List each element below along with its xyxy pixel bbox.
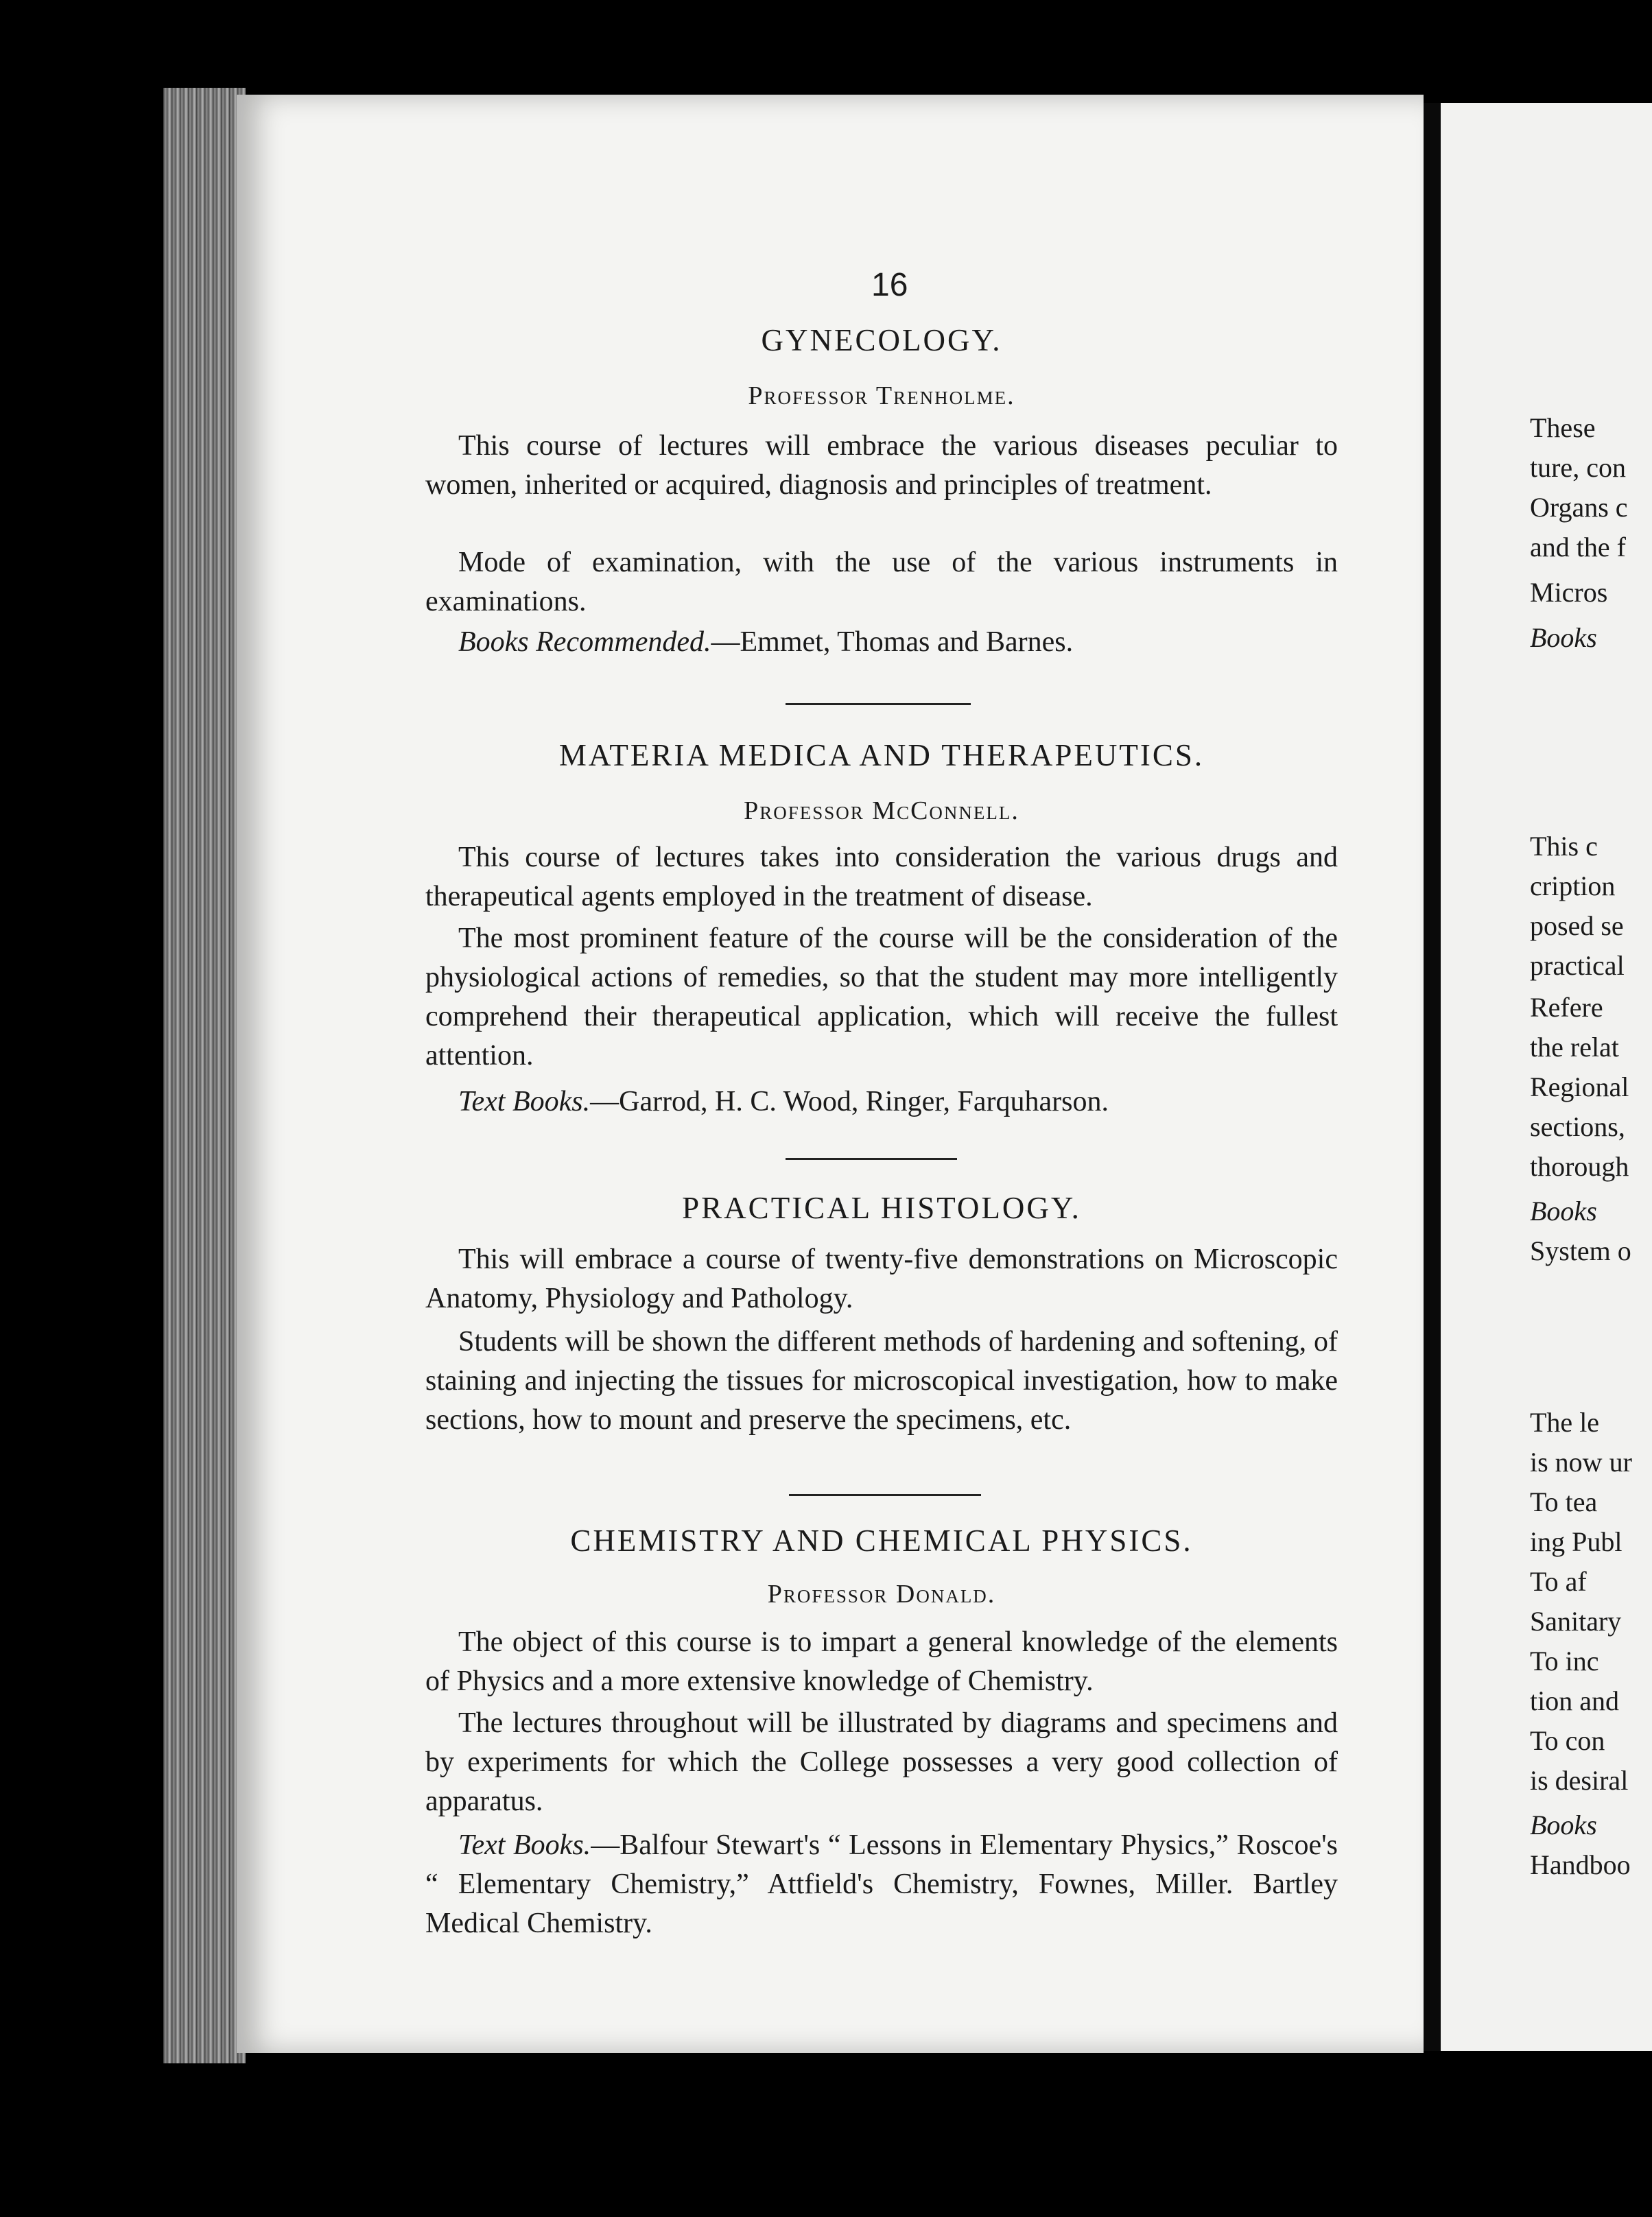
right-fragment: These <box>1530 412 1596 443</box>
page-number: 16 <box>871 267 908 303</box>
books-text: —Emmet, Thomas and Barnes. <box>711 626 1074 658</box>
chemistry-paragraph-2: The lectures throughout will be illustrated by diagrams and specimens and by experiments for which the College possesses a very good collection of apparatus. <box>425 1707 1338 1817</box>
right-fragment: System o <box>1530 1235 1631 1266</box>
chemistry-books <box>425 1826 1338 1943</box>
right-fragment: cription <box>1530 870 1616 901</box>
right-fragment: The le <box>1530 1407 1600 1438</box>
right-fragment: Books <box>1530 1196 1597 1226</box>
books-text: —Garrod, H. C. Wood, Ringer, Farquharson. <box>590 1086 1109 1117</box>
materia-medica-books <box>425 1082 1338 1122</box>
books-label: Text Books. <box>458 1086 591 1117</box>
right-fragment: This c <box>1530 831 1598 862</box>
right-fragment: practical <box>1530 950 1625 981</box>
right-fragment: is desiral <box>1530 1765 1629 1796</box>
right-fragment: tion and <box>1530 1685 1619 1716</box>
right-fragment: To tea <box>1530 1486 1598 1517</box>
right-fragment: Sanitary <box>1530 1606 1622 1637</box>
section-heading-practical-histology: PRACTICAL HISTOLOGY. <box>682 1191 1081 1225</box>
right-fragment: ing Publ <box>1530 1526 1622 1557</box>
right-fragment: To inc <box>1530 1646 1599 1676</box>
section-divider <box>786 1158 957 1160</box>
right-fragment: the relat <box>1530 1032 1619 1063</box>
right-fragment: is now ur <box>1530 1447 1632 1478</box>
right-fragment: thorough <box>1530 1151 1629 1182</box>
right-fragment: Books <box>1530 1810 1597 1840</box>
professor-trenholme: Professor Trenholme. <box>748 381 1015 410</box>
histology-paragraph-1: This will embrace a course of twenty-five demonstrations on Microscopic Anatomy, Physiology and Pathology. <box>425 1244 1338 1314</box>
section-heading-chemistry: CHEMISTRY AND CHEMICAL PHYSICS. <box>570 1524 1193 1558</box>
professor-mcconnell: Professor McConnell. <box>744 796 1019 825</box>
right-fragment: Books <box>1530 622 1597 653</box>
section-divider <box>789 1494 981 1496</box>
right-fragment: posed se <box>1530 910 1624 941</box>
books-text: —Balfour Stewart's “ Lessons in Elementary Physics,” Roscoe's “ Elementary Chemistry,” Attfield's Chemistry, Fownes, Miller. Bartley Medical Chemistry. <box>425 1829 1338 1939</box>
right-fragment: Handboo <box>1530 1849 1631 1880</box>
book-gutter <box>1424 103 1441 2051</box>
materia-medica-paragraph-2: The most prominent feature of the course will be the consideration of the physiological actions of remedies, so that the student may more intelligently comprehend their therapeutical application, which will receive the fullest attention. <box>425 923 1338 1071</box>
right-fragment: Regional <box>1530 1071 1629 1102</box>
histology-paragraph-2: Students will be shown the different methods of hardening and softening, of staining and injecting the tissues for microscopical investigation, how to make sections, how to mount and preserve the specimens, etc. <box>425 1326 1338 1436</box>
book-edge <box>163 88 246 2063</box>
section-divider <box>786 703 971 705</box>
right-fragment: To af <box>1530 1566 1587 1597</box>
right-fragment: Organs c <box>1530 492 1628 523</box>
books-label: Books Recommended. <box>458 626 711 658</box>
gynecology-books <box>425 623 1338 662</box>
section-heading-gynecology: GYNECOLOGY. <box>761 323 1002 357</box>
right-fragment: sections, <box>1530 1111 1625 1142</box>
books-label: Text Books. <box>458 1829 591 1861</box>
chemistry-paragraph-1: The object of this course is to impart a general knowledge of the elements of Physics and a more extensive knowledge of Chemistry. <box>425 1626 1338 1697</box>
right-fragment: To con <box>1530 1725 1605 1756</box>
right-page <box>1441 103 1652 2051</box>
materia-medica-paragraph-1: This course of lectures takes into consideration the various drugs and therapeutical agents employed in the treatment of disease. <box>425 842 1338 912</box>
right-fragment: and the f <box>1530 532 1626 562</box>
gynecology-paragraph-1: This course of lectures will embrace the various diseases peculiar to women, inherited or acquired, diagnosis and principles of treatment. <box>425 430 1338 501</box>
section-heading-materia-medica: MATERIA MEDICA AND THERAPEUTICS. <box>558 738 1205 772</box>
gynecology-paragraph-2: Mode of examination, with the use of the various instruments in examinations. <box>425 547 1338 617</box>
right-fragment: Refere <box>1530 992 1603 1023</box>
right-fragment: ture, con <box>1530 452 1626 483</box>
professor-donald: Professor Donald. <box>767 1580 996 1609</box>
right-fragment: Micros <box>1530 577 1608 608</box>
